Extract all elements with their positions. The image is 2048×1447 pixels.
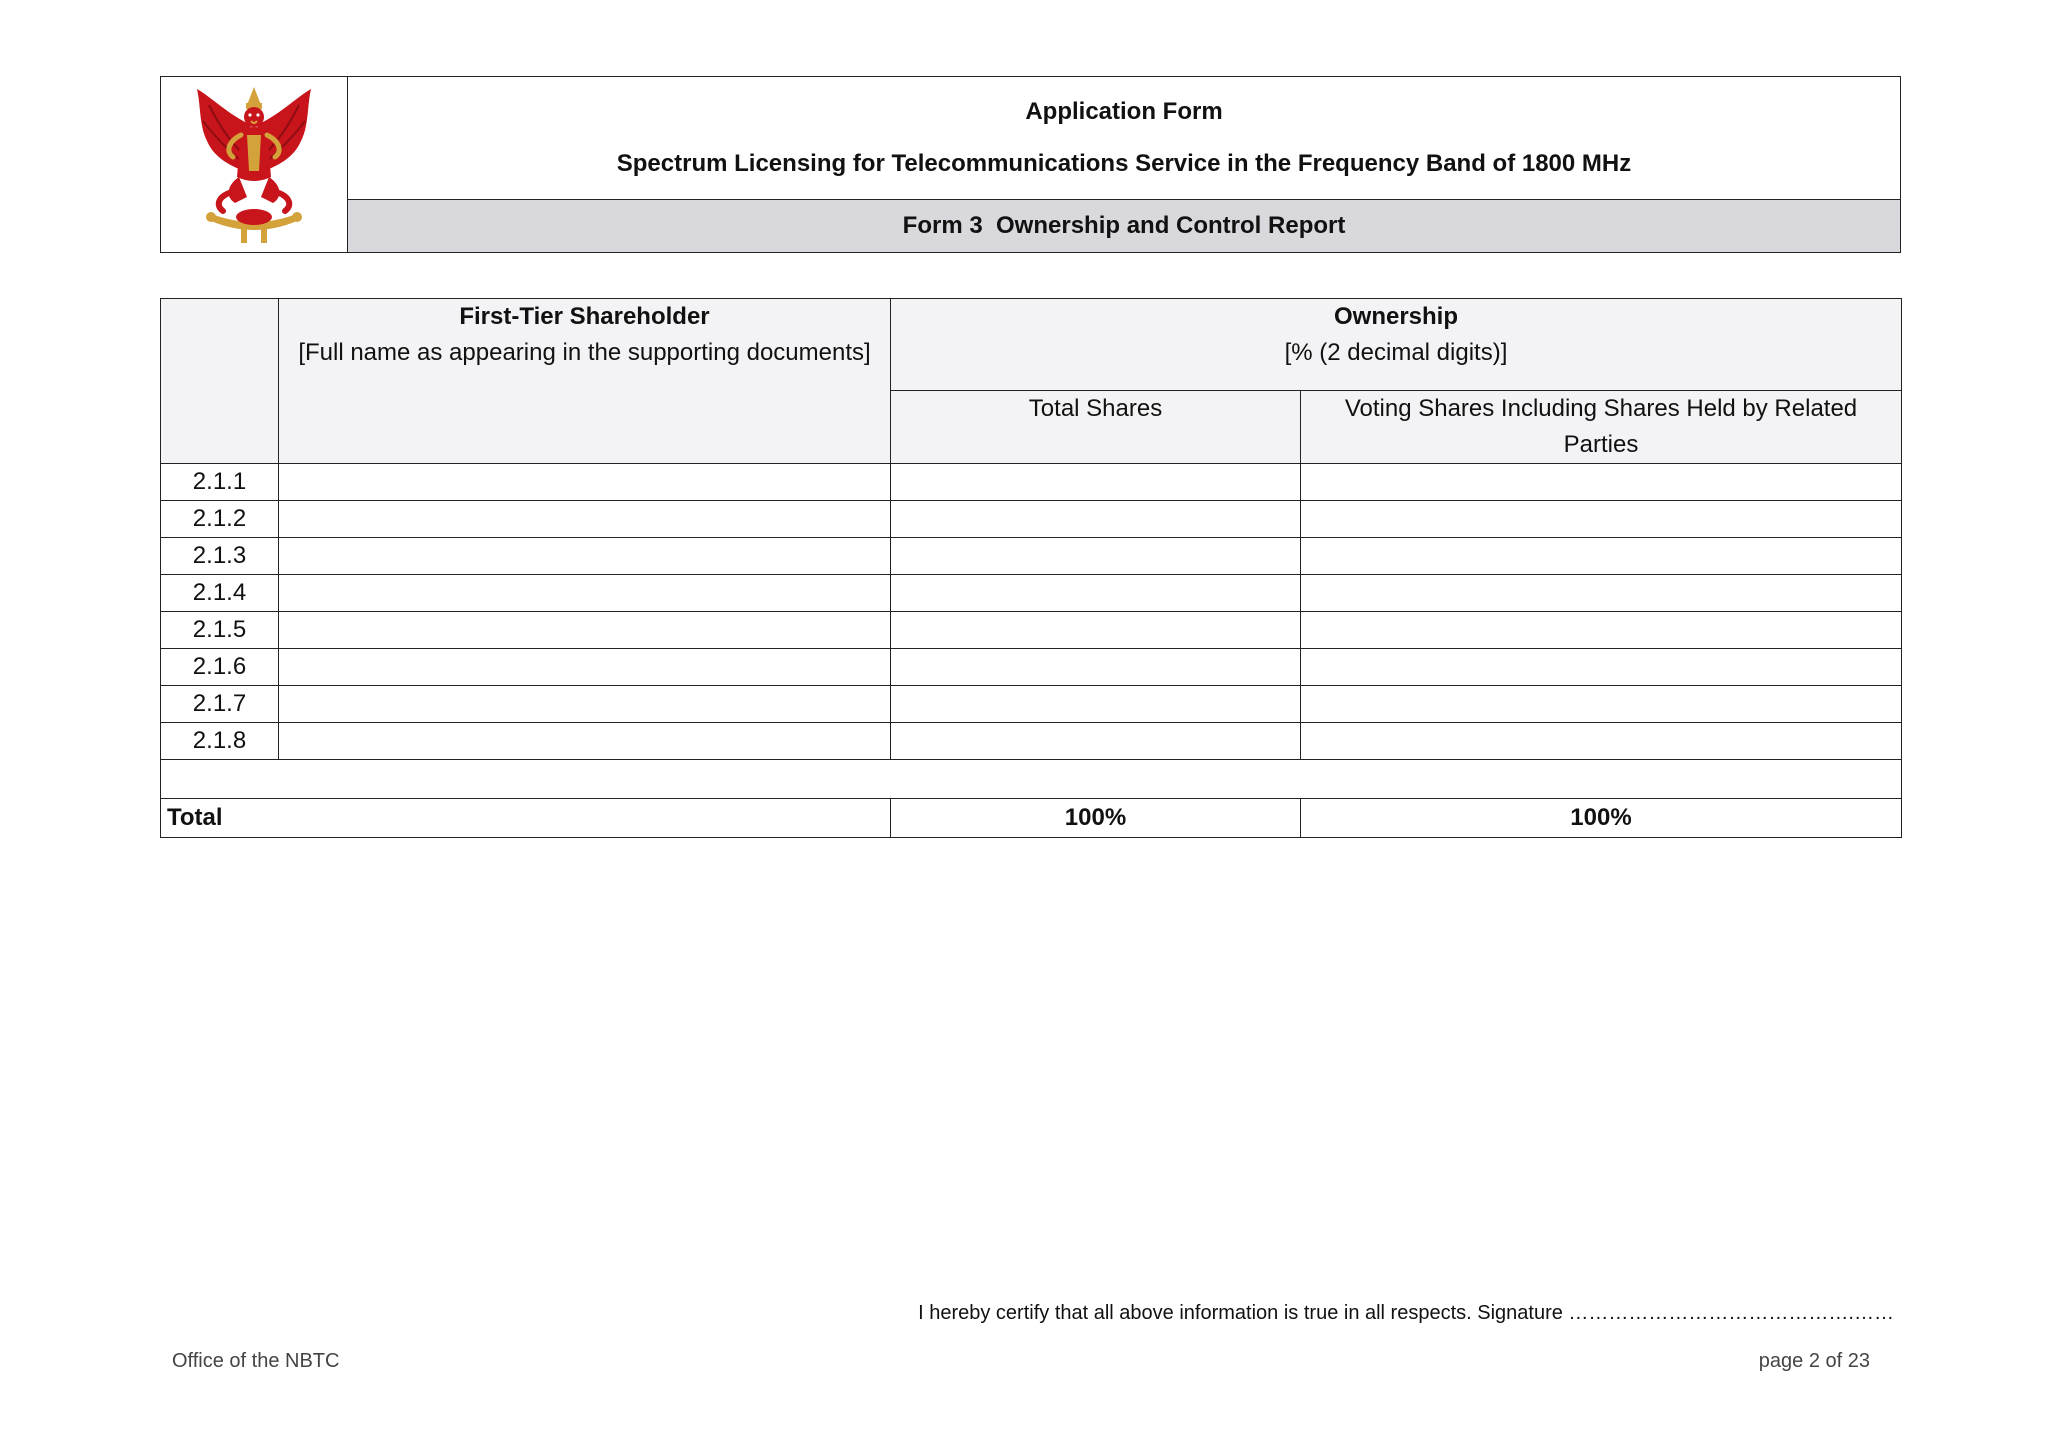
- spacer-row: [161, 760, 1902, 799]
- shareholder-cell[interactable]: [279, 575, 891, 612]
- voting-shares-cell[interactable]: [1301, 649, 1902, 686]
- shareholder-cell[interactable]: [279, 538, 891, 575]
- voting-shares-cell[interactable]: [1301, 538, 1902, 575]
- total-shares-cell[interactable]: [891, 612, 1301, 649]
- form-header: [160, 76, 1901, 253]
- ownership-header: [891, 299, 1902, 391]
- row-number: 2.1.7: [161, 686, 279, 723]
- row-number-header: [161, 299, 279, 464]
- voting-shares-cell[interactable]: [1301, 686, 1902, 723]
- table-row: [161, 464, 1902, 501]
- total-shares-cell[interactable]: [891, 501, 1301, 538]
- table-row: [161, 575, 1902, 612]
- title-area: [348, 77, 1900, 252]
- logo-cell: [161, 77, 348, 252]
- total-label: Total: [161, 799, 891, 838]
- total-shares-value: 100%: [891, 799, 1301, 838]
- row-number: 2.1.1: [161, 464, 279, 501]
- row-number: 2.1.8: [161, 723, 279, 760]
- voting-shares-cell[interactable]: [1301, 575, 1902, 612]
- total-shares-cell[interactable]: [891, 575, 1301, 612]
- spacer-cell: [161, 760, 1902, 799]
- table-row: [161, 723, 1902, 760]
- row-number: 2.1.5: [161, 612, 279, 649]
- voting-shares-cell[interactable]: [1301, 723, 1902, 760]
- table-row: [161, 501, 1902, 538]
- total-shares-cell[interactable]: [891, 686, 1301, 723]
- table-row: [161, 538, 1902, 575]
- voting-shares-value: 100%: [1301, 799, 1902, 838]
- voting-shares-cell[interactable]: [1301, 501, 1902, 538]
- page-subtitle: Spectrum Licensing for Telecommunications Service in the Frequency Band of 1800 MHz: [616, 150, 1632, 177]
- ownership-header-note: [% (2 decimal digits)]: [1284, 339, 1508, 366]
- garuda-emblem-icon: [189, 85, 319, 245]
- shareholder-cell[interactable]: [279, 501, 891, 538]
- table-row: [161, 649, 1902, 686]
- total-shares-header: Total Shares: [891, 391, 1301, 464]
- shareholder-header-title: First-Tier Shareholder: [459, 303, 710, 330]
- page-number: page 2 of 23: [1758, 1350, 1870, 1372]
- shareholder-cell[interactable]: [279, 723, 891, 760]
- table-row: [161, 612, 1902, 649]
- total-row: [161, 799, 1902, 838]
- shareholder-header: [279, 299, 891, 464]
- certification-statement: I hereby certify that all above information is true in all respects. Signature …………………………………….……: [918, 1302, 1894, 1324]
- total-shares-cell[interactable]: [891, 538, 1301, 575]
- ownership-header-title: Ownership: [1333, 303, 1459, 330]
- total-shares-cell[interactable]: [891, 723, 1301, 760]
- row-number: 2.1.6: [161, 649, 279, 686]
- row-number: 2.1.2: [161, 501, 279, 538]
- footer-office: Office of the NBTC: [172, 1350, 340, 1372]
- shareholder-cell[interactable]: [279, 649, 891, 686]
- ownership-table: [160, 298, 1902, 838]
- table-row: [161, 686, 1902, 723]
- shareholder-cell[interactable]: [279, 464, 891, 501]
- total-shares-cell[interactable]: [891, 464, 1301, 501]
- row-number: 2.1.4: [161, 575, 279, 612]
- voting-shares-cell[interactable]: [1301, 612, 1902, 649]
- form-title: Form 3 Ownership and Control Report: [348, 200, 1900, 252]
- shareholder-header-note: [Full name as appearing in the supporting documents]: [298, 339, 871, 366]
- voting-shares-header: Voting Shares Including Shares Held by Related Parties: [1301, 391, 1902, 464]
- title-block: [348, 77, 1900, 200]
- shareholder-cell[interactable]: [279, 686, 891, 723]
- row-number: 2.1.3: [161, 538, 279, 575]
- total-shares-cell[interactable]: [891, 649, 1301, 686]
- shareholder-cell[interactable]: [279, 612, 891, 649]
- voting-shares-cell[interactable]: [1301, 464, 1902, 501]
- page-title: Application Form: [1025, 98, 1223, 125]
